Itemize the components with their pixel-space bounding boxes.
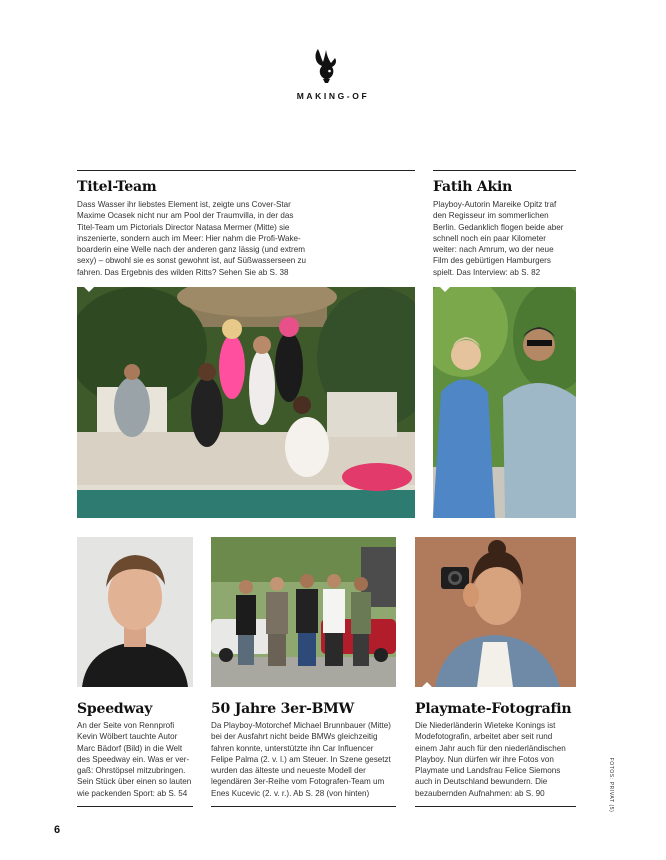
photo-notch — [440, 287, 450, 292]
titel-team-headline: Titel-Team — [77, 179, 157, 195]
playboy-bunny-logo — [311, 46, 341, 86]
photo-notch — [84, 287, 94, 292]
photo-fatih-akin — [433, 287, 576, 518]
bmw-headline: 50 Jahre 3er-BMW — [211, 701, 355, 717]
fatih-akin-text: Playboy-Autorin Mareike Opitz traf den Regisseur im sommerlichen Berlin. Gedanklich flogen beide aber schnell noch ein paar Kilometer weiter: nach Amrum, wo der neue Film des gebürtigen Hamburgers spielt. Das Interview: ab S. 82 — [433, 200, 564, 277]
page-number: 6 — [54, 824, 61, 836]
fatih-akin-headline: Fatih Akin — [433, 179, 513, 195]
speedway-text: An der Seite von Rennprofi Kevin Wölbert tauchte Autor Marc Bädorf (Bild) in die Welt des Speedway ein. Was er ver- gaß: Ohrstöpsel mitzubringen. Sein Stück über einen so lauten wie packenden Sport: ab S. 54 — [77, 721, 192, 798]
rule-titel-team-top — [77, 170, 415, 171]
rule-fatih-akin-top — [433, 170, 576, 171]
photo-playmate — [415, 537, 576, 687]
rule-bmw-bottom — [211, 806, 396, 807]
photo-speedway — [77, 537, 193, 687]
photo-bmw — [211, 537, 396, 687]
photo-titel-team — [77, 287, 415, 518]
bmw-text: Da Playboy-Motorchef Michael Brunnbauer (Mitte) bei der Ausfahrt nicht beide BMWs gleichzeitig fahren konnte, unterstützte ihn Car Influencer Felipe Palma (2. v. l.) am Steuer. In Szene gesetzt wurden das älteste und neueste Modell der legendären 3er-Reihe vom Fotografen-Team um Enes Kucevic (2. v. r.). Ab S. 28 (von hinten) — [211, 721, 391, 798]
speedway-headline: Speedway — [77, 701, 153, 717]
photo-credit: FOTOS: PRIVAT (5) — [608, 757, 614, 813]
playmate-headline: Playmate-Fotografin — [415, 701, 572, 717]
section-label: MAKING-OF — [296, 91, 370, 101]
playmate-text: Die Niederländerin Wieteke Konings ist Modefotografin, arbeitet aber seit rund einem Jahr auch für den niederländischen Playboy. Nun dürfen wir ihre Fotos von Playmate und Landsfrau Felice Siemons auch in Deutschland bewundern. Die bezaubernden Aufnahmen: ab S. 90 — [415, 721, 566, 798]
rule-speedway-bottom — [77, 806, 193, 807]
rule-playmate-bottom — [415, 806, 576, 807]
titel-team-text: Dass Wasser ihr liebstes Element ist, zeigte uns Cover-Star Maxime Ocasek nicht nur am Pool der Traumvilla, in der das Titel-Team um Pictorials Director Natasa Mermer (Mitte) sie inszenierte, sondern auch im Meer: Hier nahm die Profi-Wake- boarderin eine Welle nach der anderen ganz lässig (und extrem sexy) – obwohl sie es sonst gewohnt ist, auf Süßwasserseen zu fahren. Das Ergebnis des wilden Ritts? Sehen Sie ab S. 38 — [77, 200, 306, 277]
photo-notch — [422, 682, 432, 687]
